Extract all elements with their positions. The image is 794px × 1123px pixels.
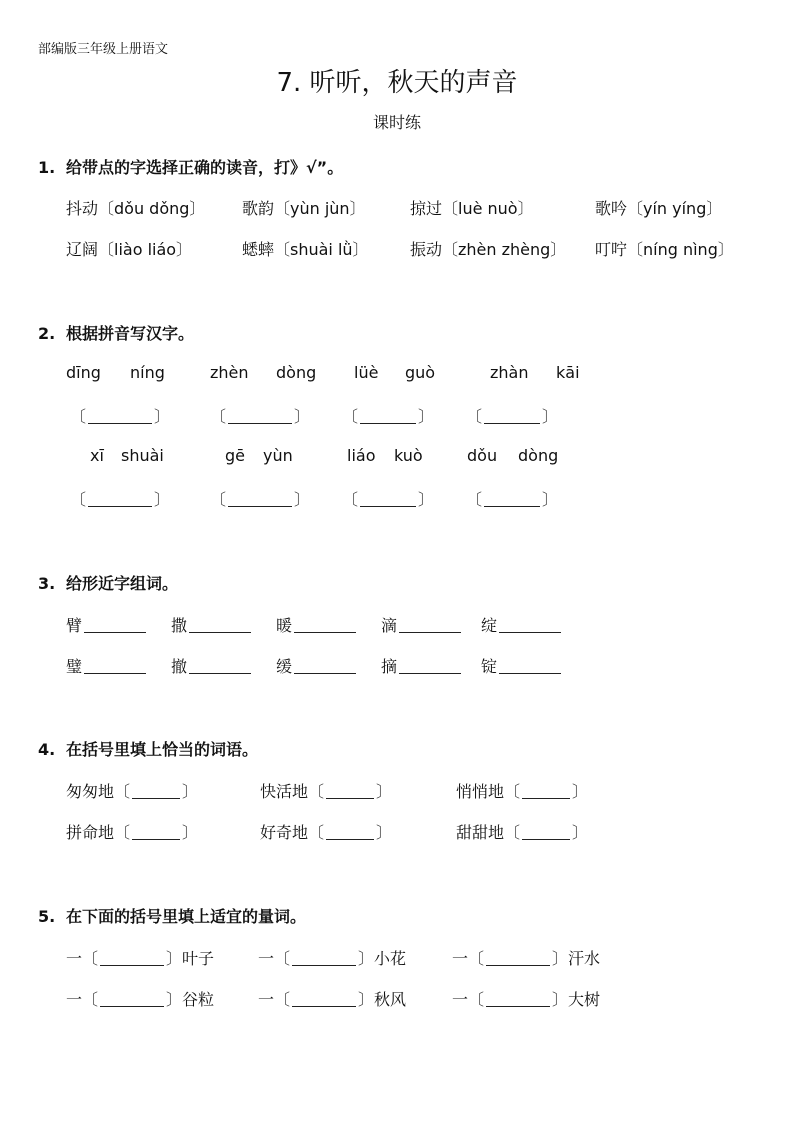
- adverb-blank-item[interactable]: 快活地〔 〕: [260, 782, 393, 801]
- word-blank-item[interactable]: [66, 613, 148, 636]
- pinyin-syllable: xī: [90, 446, 104, 465]
- q1-item: 歌吟〔yín yíng〕: [595, 199, 723, 218]
- word-blank-item[interactable]: [171, 654, 253, 677]
- measure-word-item[interactable]: 一〔 〕叶子: [66, 949, 215, 968]
- pinyin-syllable: lüè: [354, 363, 379, 382]
- char: 锭: [481, 657, 498, 676]
- q1-item: 掠过〔luè nuò〕: [410, 199, 534, 218]
- noun-label: 汗水: [568, 949, 601, 968]
- q5-prompt: 在下面的括号里填上适宜的量词。: [66, 907, 307, 926]
- answer-box[interactable]: 〔 〕: [210, 490, 311, 509]
- adverb-label: 悄悄地: [456, 782, 505, 801]
- measure-word-item[interactable]: 一〔 〕小花: [258, 949, 407, 968]
- adverb-blank-item[interactable]: 好奇地〔 〕: [260, 823, 393, 842]
- measure-word-item[interactable]: 一〔 〕汗水: [452, 949, 601, 968]
- answer-box[interactable]: 〔 〕: [342, 490, 435, 509]
- answer-box[interactable]: 〔 〕: [466, 407, 559, 426]
- answer-box[interactable]: 〔 〕: [210, 407, 311, 426]
- pinyin-syllable: zhèn: [210, 363, 249, 382]
- q2-number: 2.: [38, 324, 56, 343]
- q2-prompt: 根据拼音写汉字。: [66, 324, 195, 343]
- adverb-blank-item[interactable]: 甜甜地〔 〕: [456, 823, 589, 842]
- word-blank-item[interactable]: [481, 654, 563, 677]
- char: 撤: [171, 657, 188, 676]
- pinyin-syllable: níng: [130, 363, 165, 382]
- pinyin-syllable: guò: [405, 363, 436, 382]
- q1-item: 辽阔〔liào liáo〕: [66, 240, 193, 259]
- adverb-blank-item[interactable]: 悄悄地〔 〕: [456, 782, 589, 801]
- q1-item: 叮咛〔níng nìng〕: [595, 240, 734, 259]
- pinyin-syllable: dòng: [276, 363, 317, 382]
- answer-box[interactable]: 〔 〕: [70, 490, 171, 509]
- measure-word-item[interactable]: 一〔 〕谷粒: [66, 990, 215, 1009]
- char: 绽: [481, 616, 498, 635]
- pinyin-syllable: dòng: [518, 446, 559, 465]
- adverb-label: 快活地: [260, 782, 309, 801]
- adverb-label: 好奇地: [260, 823, 309, 842]
- word-blank-item[interactable]: [381, 613, 463, 636]
- q1-item: 振动〔zhèn zhèng〕: [410, 240, 567, 259]
- pinyin-syllable: liáo: [347, 446, 376, 465]
- answer-box[interactable]: 〔 〕: [466, 490, 559, 509]
- adverb-blank-item[interactable]: 匆匆地〔 〕: [66, 782, 199, 801]
- noun-label: 秋风: [374, 990, 407, 1009]
- q1-prompt: 给带点的字选择正确的读音，打》√”。: [66, 158, 344, 177]
- measure-word-item[interactable]: 一〔 〕大树: [452, 990, 601, 1009]
- prefix: 一: [66, 990, 83, 1009]
- word-blank-item[interactable]: [66, 654, 148, 677]
- pinyin-syllable: zhàn: [490, 363, 529, 382]
- q5-number: 5.: [38, 907, 56, 926]
- word-blank-item[interactable]: [481, 613, 563, 636]
- q4-prompt: 在括号里填上恰当的词语。: [66, 740, 259, 759]
- q3-prompt: 给形近字组词。: [66, 574, 179, 593]
- char: 撒: [171, 616, 188, 635]
- header-note: 部编版三年级上册语文: [38, 42, 169, 57]
- adverb-label: 匆匆地: [66, 782, 115, 801]
- word-blank-item[interactable]: [381, 654, 463, 677]
- char: 滴: [381, 616, 398, 635]
- q4-number: 4.: [38, 740, 56, 759]
- q1-item: 蟋蟀〔shuài lǜ〕: [242, 240, 369, 259]
- noun-label: 小花: [374, 949, 407, 968]
- prefix: 一: [452, 990, 469, 1009]
- prefix: 一: [66, 949, 83, 968]
- char: 臂: [66, 616, 83, 635]
- word-blank-item[interactable]: [276, 613, 358, 636]
- prefix: 一: [258, 990, 275, 1009]
- measure-word-item[interactable]: 一〔 〕秋风: [258, 990, 407, 1009]
- q1-item: 抖动〔dǒu dǒng〕: [66, 199, 206, 218]
- q1-number: 1.: [38, 158, 56, 177]
- pinyin-syllable: kāi: [556, 363, 580, 382]
- adverb-label: 拼命地: [66, 823, 115, 842]
- page-title: 7. 听听，秋天的声音: [276, 68, 518, 98]
- char: 摘: [381, 657, 398, 676]
- adverb-blank-item[interactable]: 拼命地〔 〕: [66, 823, 199, 842]
- page-subtitle: 课时练: [372, 113, 421, 132]
- pinyin-syllable: dǒu: [467, 446, 498, 465]
- noun-label: 大树: [568, 990, 601, 1009]
- pinyin-syllable: yùn: [263, 446, 293, 465]
- char: 暖: [276, 616, 293, 635]
- pinyin-syllable: kuò: [394, 446, 423, 465]
- prefix: 一: [258, 949, 275, 968]
- pinyin-syllable: shuài: [121, 446, 164, 465]
- noun-label: 叶子: [182, 949, 215, 968]
- prefix: 一: [452, 949, 469, 968]
- adverb-label: 甜甜地: [456, 823, 505, 842]
- pinyin-syllable: gē: [225, 446, 245, 465]
- pinyin-syllable: dīng: [66, 363, 101, 382]
- noun-label: 谷粒: [182, 990, 215, 1009]
- q3-number: 3.: [38, 574, 56, 593]
- word-blank-item[interactable]: [171, 613, 253, 636]
- word-blank-item[interactable]: [276, 654, 358, 677]
- answer-box[interactable]: 〔 〕: [342, 407, 435, 426]
- q1-item: 歌韵〔yùn jùn〕: [242, 199, 366, 218]
- answer-box[interactable]: 〔 〕: [70, 407, 171, 426]
- char: 璧: [66, 657, 83, 676]
- char: 缓: [276, 657, 293, 676]
